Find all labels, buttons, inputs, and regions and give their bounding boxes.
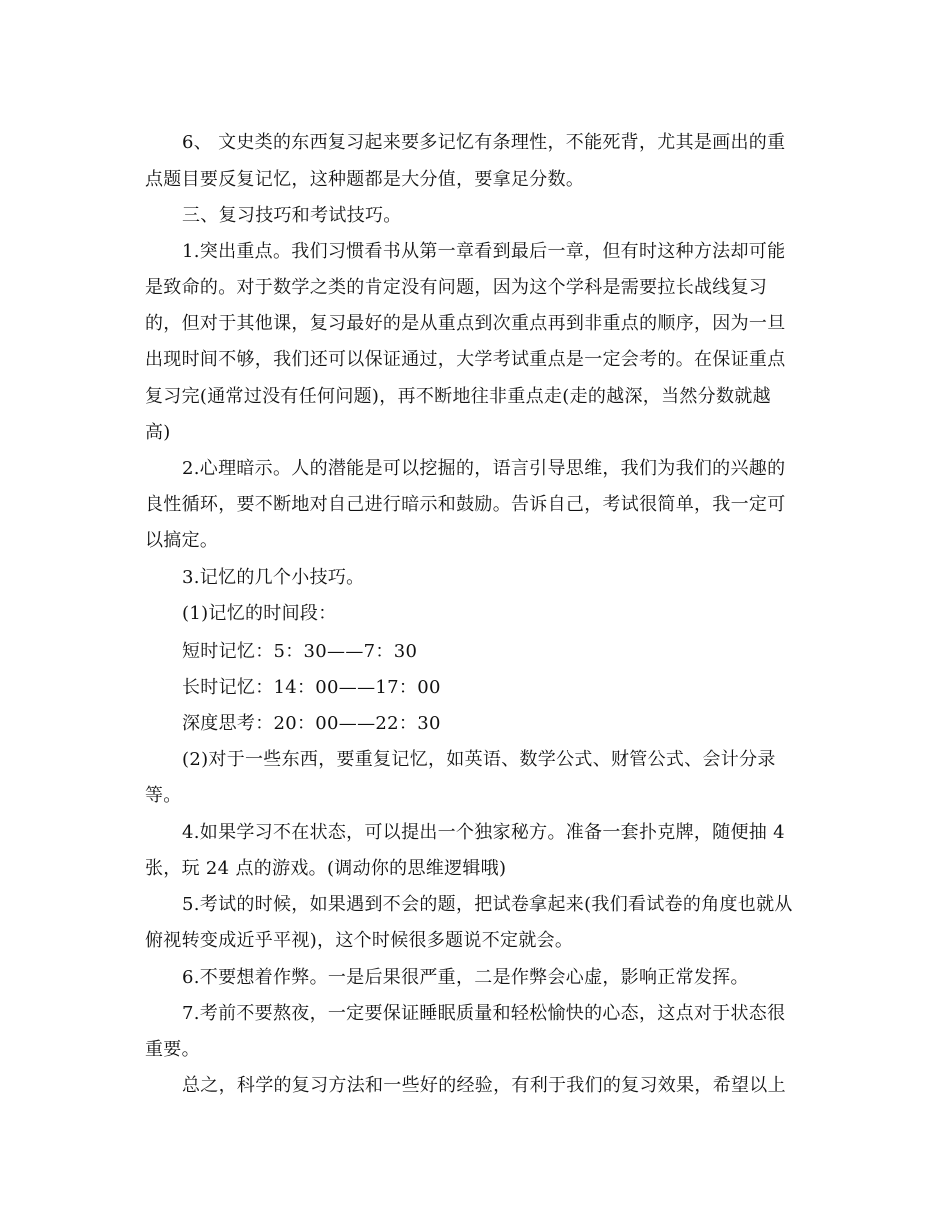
text-line: (1)记忆的时间段：: [182, 603, 337, 624]
text-line: 张，玩 24 点的游戏。(调动你的思维逻辑哦): [145, 858, 507, 879]
text-line: 以搞定。: [145, 530, 219, 551]
text-line: 深度思考：20：00——22：30: [182, 713, 441, 734]
text-line: 点题目要反复记忆，这种题都是大分值，要拿足分数。: [145, 169, 585, 190]
text-line: (2)对于一些东西，要重复记忆，如英语、数学公式、财管公式、会计分录: [182, 749, 776, 770]
text-line: 等。: [145, 785, 182, 806]
text-line: 重要。: [145, 1039, 200, 1060]
text-line: 1.突出重点。我们习惯看书从第一章看到最后一章，但有时这种方法却可能: [182, 241, 786, 262]
text-line: 2.心理暗示。人的潜能是可以挖掘的，语言引导思维，我们为我们的兴趣的: [182, 458, 786, 479]
text-line: 3.记忆的几个小技巧。: [182, 567, 365, 588]
text-line: 长时记忆：14：00——17：00: [182, 677, 441, 698]
text-line: 5.考试的时候，如果遇到不会的题，把试卷拿起来(我们看试卷的角度也就从: [182, 894, 793, 915]
text-line: 俯视转变成近乎平视)，这个时候很多题说不定就会。: [145, 930, 574, 951]
text-line: 良性循环，要不断地对自己进行暗示和鼓励。告诉自己，考试很简单，我一定可: [145, 494, 786, 515]
text-line: 三、复习技巧和考试技巧。: [182, 205, 402, 226]
text-line: 是致命的。对于数学之类的肯定没有问题，因为这个学科是需要拉长战线复习: [145, 277, 768, 298]
text-line: 出现时间不够，我们还可以保证通过，大学考试重点是一定会考的。在保证重点: [145, 349, 786, 370]
text-line: 的，但对于其他课，复习最好的是从重点到次重点再到非重点的顺序，因为一旦: [145, 313, 786, 334]
text-line: 6、 文史类的东西复习起来要多记忆有条理性，不能死背，尤其是画出的重: [182, 132, 786, 153]
text-line: 短时记忆：5：30——7：30: [182, 641, 418, 662]
text-line: 复习完(通常过没有任何问题)，再不断地往非重点走(走的越深，当然分数就越: [145, 386, 771, 407]
text-line: 7.考前不要熬夜，一定要保证睡眠质量和轻松愉快的心态，这点对于状态很: [182, 1003, 786, 1024]
text-line: 高): [145, 422, 171, 443]
text-line: 4.如果学习不在状态，可以提出一个独家秘方。准备一套扑克牌，随便抽 4: [182, 822, 785, 843]
text-line: 6.不要想着作弊。一是后果很严重，二是作弊会心虚，影响正常发挥。: [182, 967, 749, 988]
text-line: 总之，科学的复习方法和一些好的经验，有利于我们的复习效果，希望以上: [182, 1075, 786, 1096]
